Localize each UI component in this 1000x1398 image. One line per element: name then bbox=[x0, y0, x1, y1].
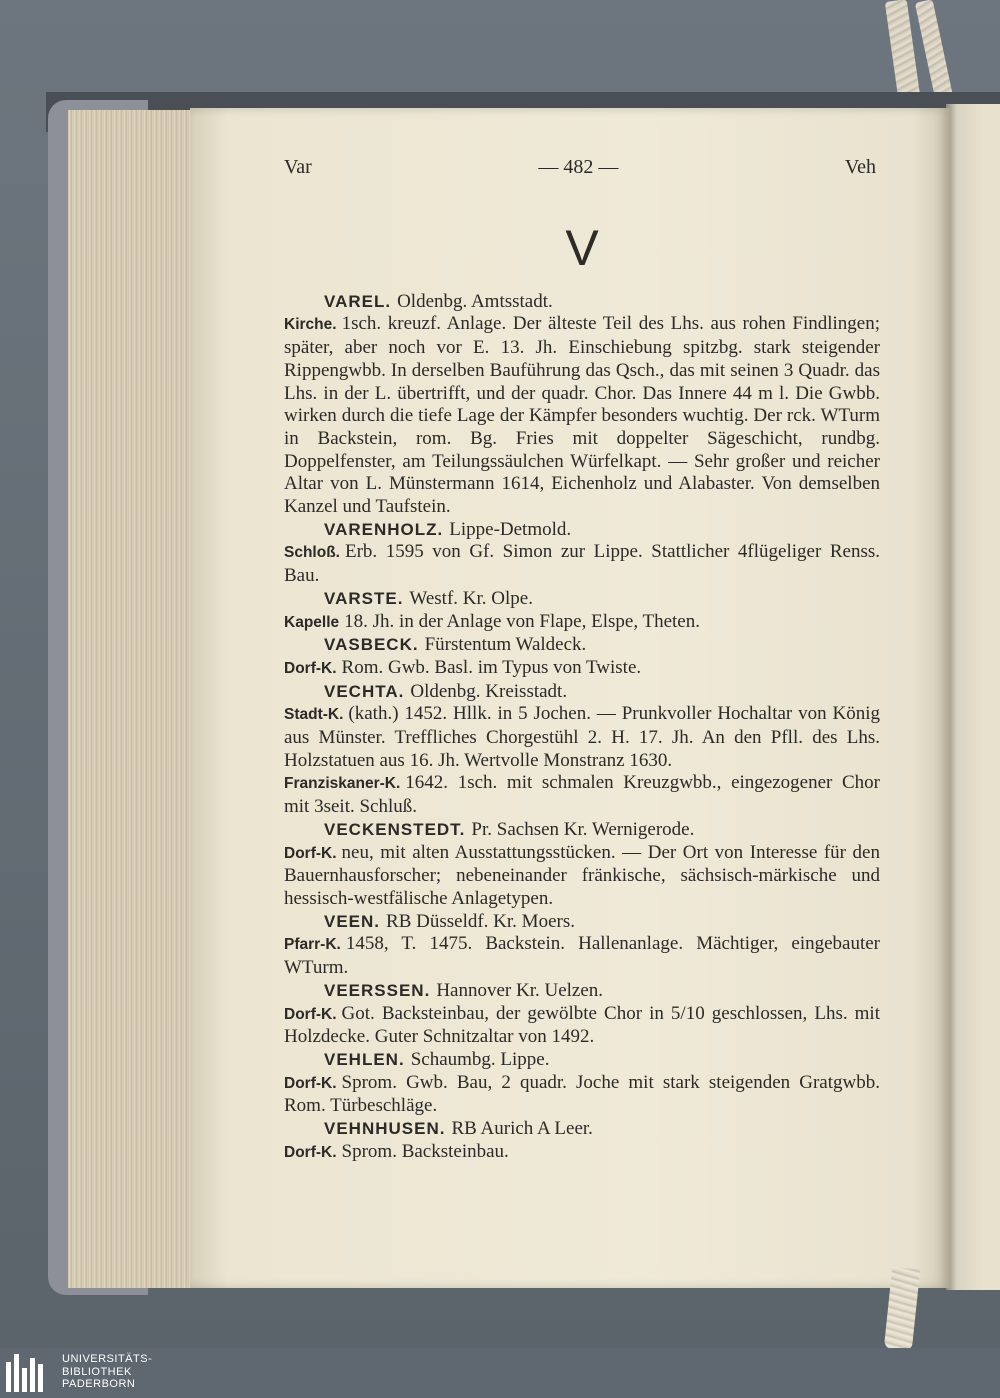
building-type: Franziskaner-K. bbox=[284, 775, 401, 793]
place-region: Lippe-Detmold. bbox=[449, 518, 572, 540]
entry-description bbox=[284, 842, 880, 911]
place-region: Fürstentum Waldeck. bbox=[424, 634, 587, 656]
place-name: VARSTE. bbox=[324, 588, 404, 608]
building-type: Dorf-K. bbox=[284, 844, 337, 862]
description-text: Sprom. Backsteinbau. bbox=[341, 1140, 509, 1162]
description-text: Erb. 1595 von Gf. Simon zur Lippe. Stattlicher 4flügeliger Renss. Bau. bbox=[284, 541, 880, 587]
description-text: 1sch. kreuzf. Anlage. Der älteste Teil des Lhs. aus rohen Findlingen; später, aber noch vor E. 13. Jh. Einschiebung spitzbg. stark steigender Rippengwbb. In derselben Bauführung das Qsch., das mit seinen 3 Quadr. das Lhs. in der L. übertrifft, und der quadr. Chor. Das Innere 44 m l. Die Gwbb. wirken durch die tiefe Lage der Kämpfer besonders wuchtig. Der rck. WTurm in Backstein, rom. Bg. Fries mit doppelter Sägeschicht, rundbg. Doppelfenster, am Teilungssäulchen Würfelkapt. — Sehr großer und reicher Altar von L. Münstermann 1614, Eichenholz und Alabaster. Von demselben Kanzel und Taufstein. bbox=[284, 313, 880, 518]
place-name: VEHNHUSEN. bbox=[324, 1119, 446, 1139]
entry-description bbox=[284, 1141, 880, 1165]
page-text bbox=[284, 156, 880, 1164]
entry-heading bbox=[284, 1049, 880, 1072]
building-type: Dorf-K. bbox=[284, 1074, 337, 1092]
place-region: Oldenbg. Amtsstadt. bbox=[397, 290, 553, 312]
place-name: VEEN. bbox=[324, 911, 381, 931]
entry-heading bbox=[284, 291, 880, 314]
entry-list bbox=[284, 291, 880, 1165]
entry-description bbox=[284, 1072, 880, 1118]
header-right: Veh bbox=[844, 156, 876, 178]
place-name: VEERSSEN. bbox=[324, 980, 431, 1000]
building-type: Dorf-K. bbox=[284, 1005, 337, 1023]
page-edges bbox=[68, 110, 200, 1288]
entry-description bbox=[284, 313, 880, 518]
place-name: VEHLEN. bbox=[324, 1049, 405, 1069]
description-text: 18. Jh. in der Anlage von Flape, Elspe, Theten. bbox=[344, 610, 700, 632]
entry-description bbox=[284, 657, 880, 681]
place-name: VASBECK. bbox=[324, 635, 419, 655]
running-header bbox=[284, 156, 880, 179]
place-region: Oldenbg. Kreisstadt. bbox=[410, 680, 568, 702]
building-type: Stadt-K. bbox=[284, 706, 344, 724]
description-text: Rom. Gwb. Basl. im Typus von Twiste. bbox=[341, 656, 642, 678]
description-text: Got. Backsteinbau, der gewölbte Chor in 5/10 geschlossen, Lhs. mit Holzdecke. Guter Schnitzaltar von 1492. bbox=[284, 1002, 880, 1048]
facing-page-edge bbox=[946, 104, 1000, 1290]
entry-description bbox=[284, 541, 880, 587]
entry-heading bbox=[284, 980, 880, 1003]
place-region: Hannover Kr. Uelzen. bbox=[436, 979, 604, 1001]
entry-heading bbox=[284, 519, 880, 542]
section-letter: V bbox=[565, 219, 599, 276]
entry-heading bbox=[284, 819, 880, 842]
place-region: Schaumbg. Lippe. bbox=[410, 1048, 550, 1070]
place-region: Pr. Sachsen Kr. Wernigerode. bbox=[471, 818, 695, 840]
entry-description bbox=[284, 772, 880, 818]
description-text: neu, mit alten Ausstattungsstücken. — Der Ort von Interesse für den Bauernhausforscher; nebeneinander fränkische, sächsisch-märkische und hessisch-westfälische Anlagetypen. bbox=[284, 841, 880, 909]
place-name: VECKENSTEDT. bbox=[324, 819, 466, 839]
entry-description bbox=[284, 1003, 880, 1049]
description-text: 1642. 1sch. mit schmalen Kreuzgwbb., eingezogener Chor mit 3seit. Schluß. bbox=[284, 772, 880, 818]
building-type: Kirche. bbox=[284, 316, 337, 334]
library-footer bbox=[0, 1348, 1000, 1398]
bookmark-ribbon bbox=[915, 0, 953, 101]
place-name: VAREL. bbox=[324, 291, 392, 311]
entry-description bbox=[284, 611, 880, 635]
place-name: VECHTA. bbox=[324, 681, 405, 701]
entry-heading bbox=[284, 681, 880, 704]
entry-heading bbox=[284, 911, 880, 934]
entry-description bbox=[284, 703, 880, 772]
place-region: RB Düsseldf. Kr. Moers. bbox=[386, 910, 575, 932]
entry-heading bbox=[284, 1118, 880, 1141]
building-type: Dorf-K. bbox=[284, 659, 337, 677]
building-type: Kapelle bbox=[284, 613, 340, 631]
entry-heading bbox=[284, 634, 880, 657]
description-text: Sprom. Gwb. Bau, 2 quadr. Joche mit stark steigenden Gratgwbb. Rom. Türbeschläge. bbox=[284, 1071, 880, 1117]
entry-description bbox=[284, 933, 880, 979]
library-name: UNIVERSITÄTS- BIBLIOTHEK PADERBORN bbox=[62, 1353, 153, 1390]
place-region: RB Aurich A Leer. bbox=[451, 1118, 593, 1140]
header-left: Var bbox=[284, 156, 312, 178]
building-type: Pfarr-K. bbox=[284, 936, 341, 954]
description-text: 1458, T. 1475. Backstein. Hallenanlage. Mächtiger, eingebauter WTurm. bbox=[284, 933, 880, 979]
page-number: — 482 — bbox=[538, 156, 619, 178]
entry-heading bbox=[284, 588, 880, 611]
place-name: VARENHOLZ. bbox=[324, 519, 444, 539]
place-region: Westf. Kr. Olpe. bbox=[409, 587, 533, 609]
building-type: Schloß. bbox=[284, 544, 340, 562]
building-type: Dorf-K. bbox=[284, 1143, 337, 1161]
library-logo-icon bbox=[6, 1354, 50, 1392]
description-text: (kath.) 1452. Hllk. in 5 Jochen. — Prunkvoller Hochaltar von König aus Münster. Treffliches Chorgestühl 2. H. 17. Jh. An den Pfll. des Lhs. Holzstatuen aus 16. Jh. Wertvolle Monstranz 1630. bbox=[284, 703, 880, 771]
